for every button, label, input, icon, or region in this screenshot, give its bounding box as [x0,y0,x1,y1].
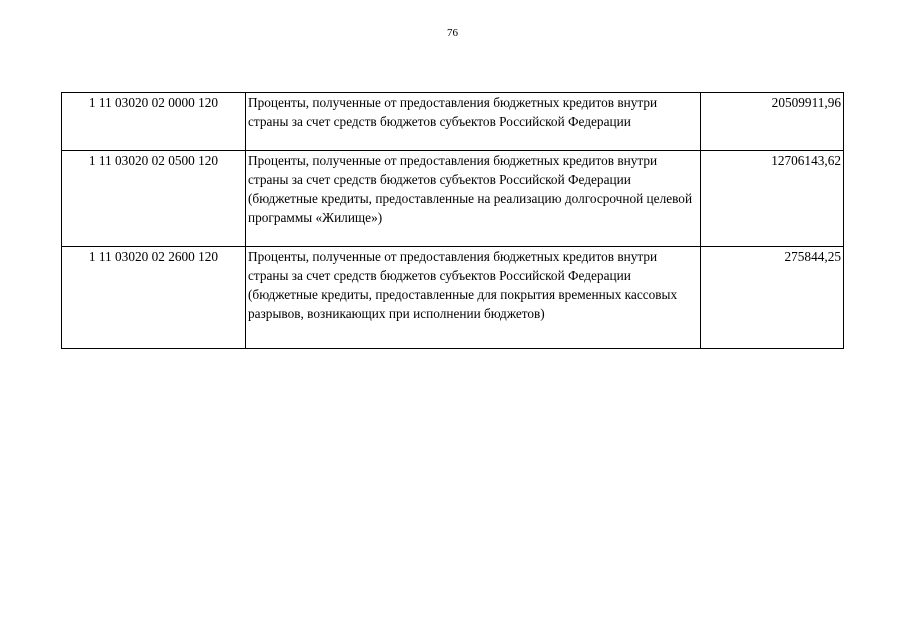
table-row [62,93,844,151]
revenue-amount-cell: 20509911,96 [701,93,844,151]
revenue-code-cell: 1 11 03020 02 0500 120 [62,151,246,247]
revenue-amount-cell: 12706143,62 [701,151,844,247]
revenue-description-cell: Проценты, полученные от предоставления бюджетных кредитов внутри страны за счет средств бюджетов субъектов Российской Федерации [246,93,701,151]
revenue-code-cell: 1 11 03020 02 0000 120 [62,93,246,151]
revenue-code-cell: 1 11 03020 02 2600 120 [62,247,246,349]
page-number: 76 [447,27,458,39]
revenue-amount-cell: 275844,25 [701,247,844,349]
table-row [62,151,844,247]
table-row [62,247,844,349]
budget-revenue-table [61,92,844,349]
revenue-description-cell: Проценты, полученные от предоставления бюджетных кредитов внутри страны за счет средств бюджетов субъектов Российской Федерации (бюджетные кредиты, предоставленные для покрытия временных кассовых разрывов, возникающих при исполнении бюджетов) [246,247,701,349]
revenue-description-cell: Проценты, полученные от предоставления бюджетных кредитов внутри страны за счет средств бюджетов субъектов Российской Федерации (бюджетные кредиты, предоставленные на реализацию долгосрочной целевой программы «Жилище») [246,151,701,247]
